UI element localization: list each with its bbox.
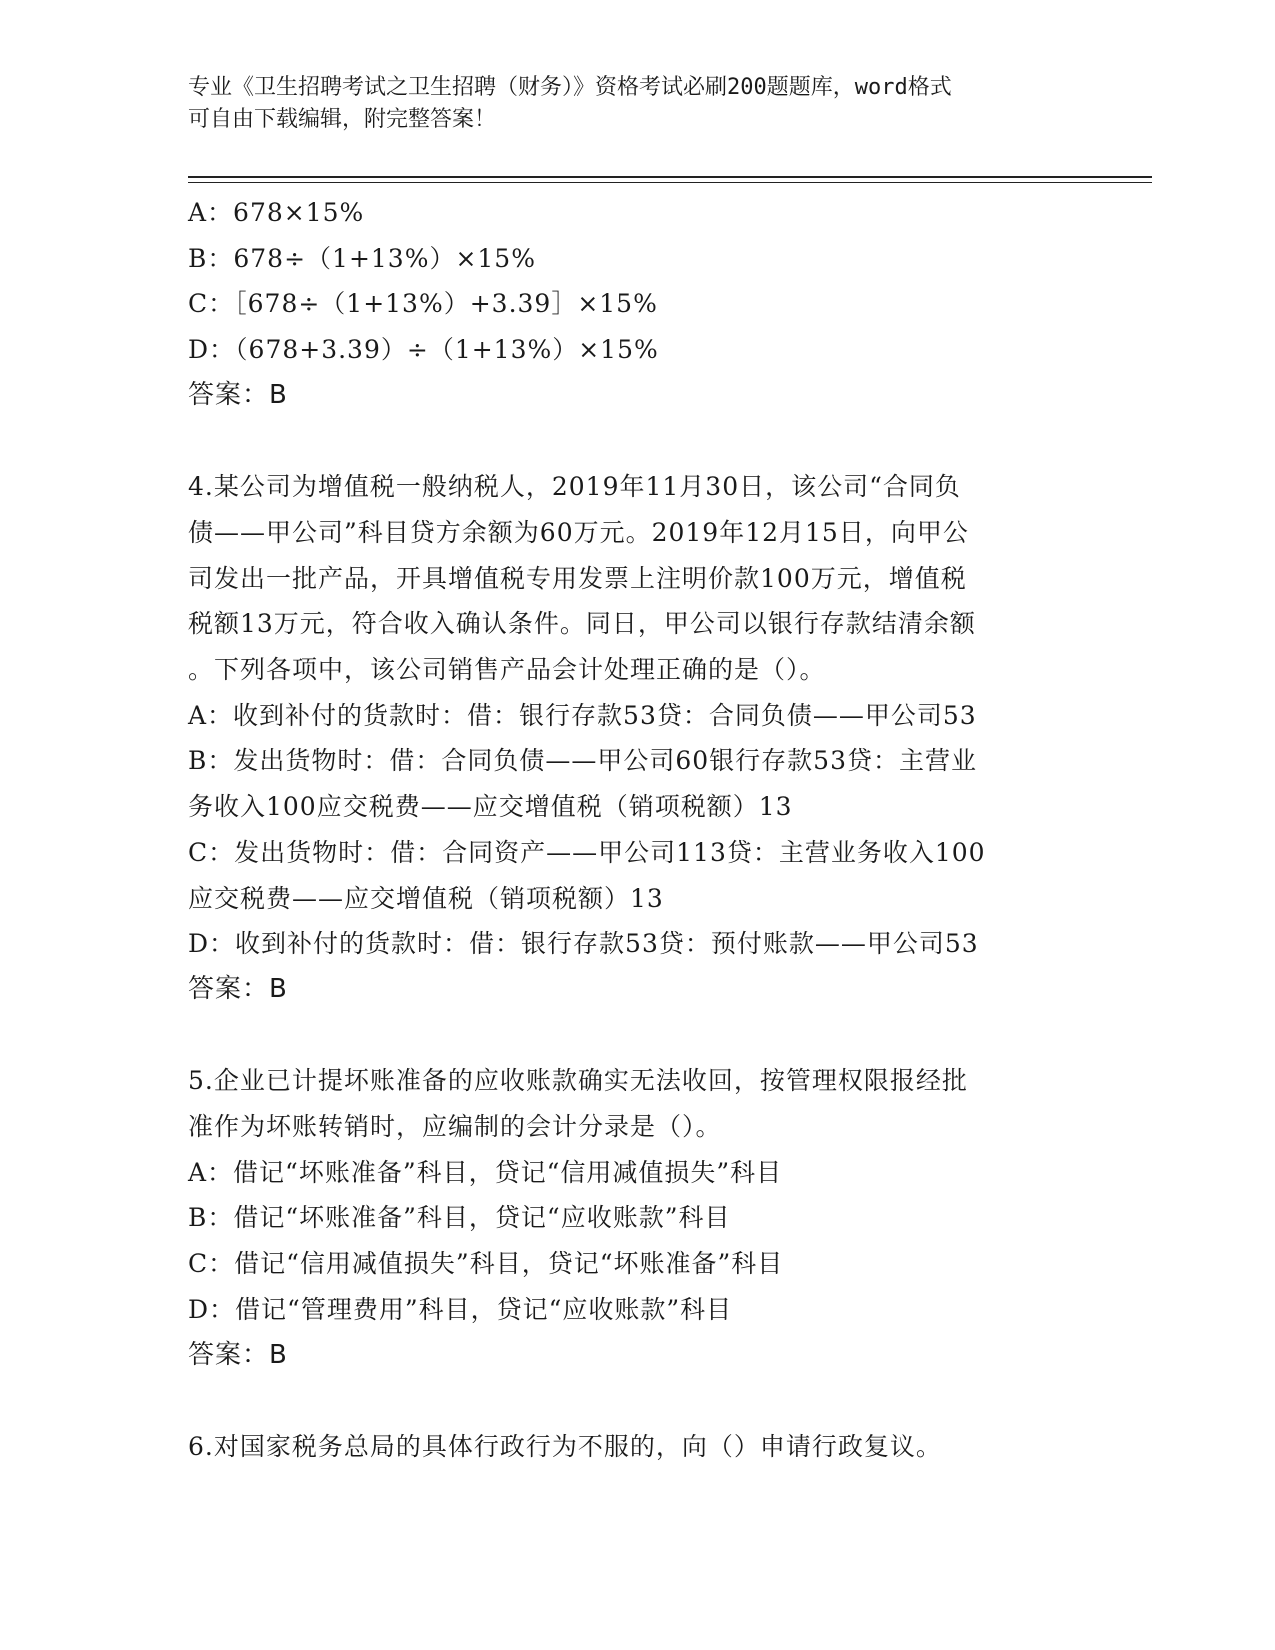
header-divider-thin <box>188 182 1152 183</box>
question-6-stem-line: 6.对国家税务总局的具体行政行为不服的，向（）申请行政复议。 <box>188 1431 942 1461</box>
question-4-option-b-cont: 务收入100应交税费——应交增值税（销项税额）13 <box>188 792 793 822</box>
question-3-answer: 答案：B <box>188 379 288 410</box>
header-line-2: 可自由下载编辑，附完整答案！ <box>188 107 497 132</box>
spacer <box>188 1378 1088 1424</box>
question-5-stem-line: 5.企业已计提坏账准备的应收账款确实无法收回，按管理权限报经批 <box>188 1066 968 1096</box>
question-4-stem-line: 。下列各项中，该公司销售产品会计处理正确的是（）。 <box>188 655 826 685</box>
question-4-answer: 答案：B <box>188 973 288 1004</box>
document-header <box>188 72 1068 136</box>
question-5-answer: 答案：B <box>188 1339 288 1370</box>
question-5-block <box>188 1058 1088 1378</box>
question-4-option-a: A：收到补付的货款时：借：银行存款53贷：合同负债——甲公司53 <box>188 700 977 730</box>
question-3-option-a: A：678×15% <box>188 198 365 227</box>
question-3-option-c: C：［678÷（1+13%）+3.39］×15% <box>188 289 658 319</box>
question-5-option-b: B：借记“坏账准备”科目，贷记“应收账款”科目 <box>188 1203 731 1233</box>
question-4-stem-line: 税额13万元，符合收入确认条件。同日，甲公司以银行存款结清余额 <box>188 609 976 639</box>
question-3-option-b: B：678÷（1+13%）×15% <box>188 243 536 273</box>
spacer <box>188 1013 1088 1059</box>
header-line-1: 专业《卫生招聘考试之卫生招聘（财务）》资格考试必刷200题题库，word格式 <box>188 75 952 100</box>
question-5-stem-line: 准作为坏账转销时，应编制的会计分录是（）。 <box>188 1112 722 1142</box>
question-4-stem-line: 债——甲公司”科目贷方余额为60万元。2019年12月15日，向甲公 <box>188 517 969 547</box>
question-3-option-d: D：（678+3.39）÷（1+13%）×15% <box>188 335 659 365</box>
question-6-block <box>188 1424 1088 1470</box>
question-4-stem-line: 4.某公司为增值税一般纳税人，2019年11月30日，该公司“合同负 <box>188 472 961 502</box>
document-body <box>188 190 1088 1470</box>
question-4-option-c-cont: 应交税费——应交增值税（销项税额）13 <box>188 883 664 913</box>
question-4-stem-line: 司发出一批产品，开具增值税专用发票上注明价款100万元，增值税 <box>188 563 967 593</box>
header-divider-thick <box>188 176 1152 178</box>
question-5-option-d: D：借记“管理费用”科目，贷记“应收账款”科目 <box>188 1294 733 1324</box>
question-5-option-c: C：借记“信用减值损失”科目，贷记“坏账准备”科目 <box>188 1249 784 1279</box>
question-5-option-a: A：借记“坏账准备”科目，贷记“信用减值损失”科目 <box>188 1157 783 1187</box>
question-4-block <box>188 464 1088 1012</box>
question-4-option-b: B：发出货物时：借：合同负债——甲公司60银行存款53贷：主营业 <box>188 746 977 776</box>
question-4-option-d: D：收到补付的货款时：借：银行存款53贷：预付账款——甲公司53 <box>188 929 979 959</box>
spacer <box>188 419 1088 465</box>
question-4-option-c: C：发出货物时：借：合同资产——甲公司113贷：主营业务收入100 <box>188 837 986 867</box>
question-3-block <box>188 190 1088 419</box>
